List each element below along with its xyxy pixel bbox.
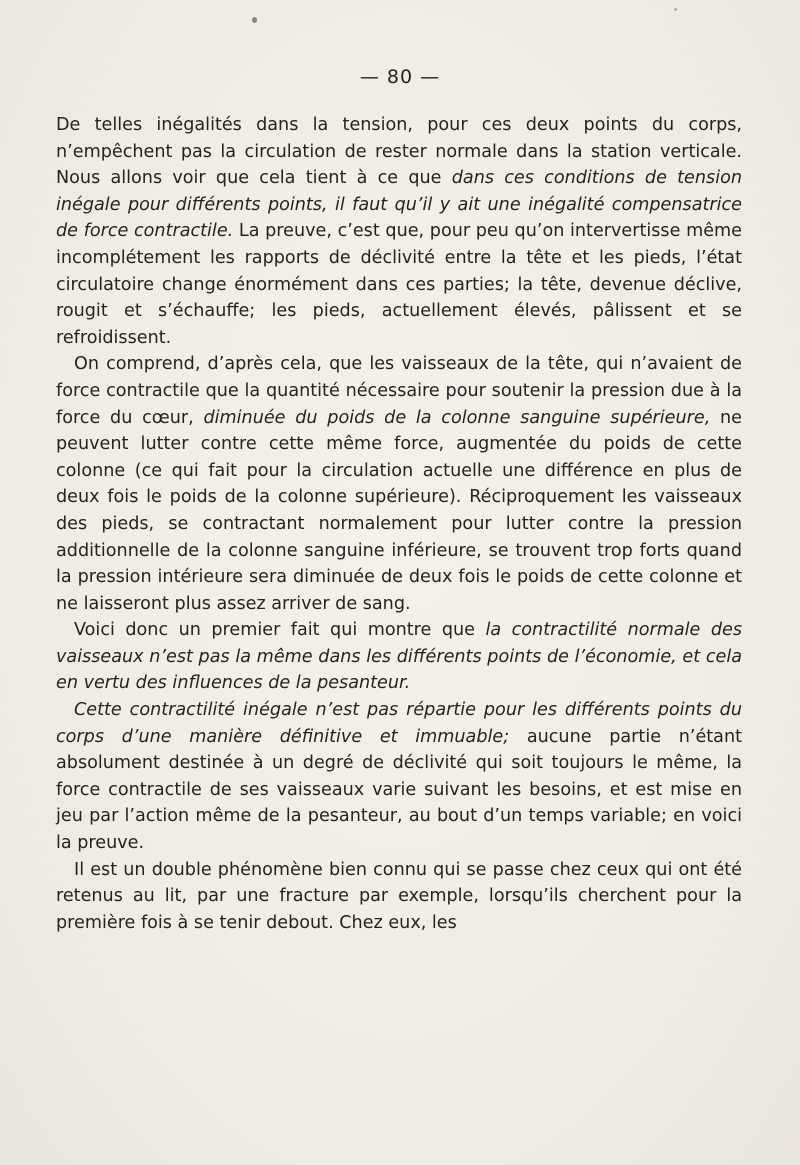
body-text: [56, 112, 742, 936]
paragraph: [56, 112, 742, 351]
paragraph: [56, 857, 742, 937]
ink-speck: [252, 17, 257, 23]
text-run: Voici donc un premier fait qui montre que: [74, 620, 486, 641]
italic-text-run: Cette contractilité inégale n’est pas répartie pour les différents points du corps d’une manière définitive et immuable;: [56, 700, 742, 747]
paragraph: [56, 617, 742, 697]
paragraph: [56, 697, 742, 857]
page-number: — 80 —: [359, 66, 441, 88]
text-run: De telles inégalités dans la tension, pour ces deux points du corps, n’empêchent pas la circulation de rester normale dans la station verticale. Nous allons voir que cela tient à ce que: [56, 115, 742, 189]
text-run: La preuve, c’est que, pour peu qu’on intervertisse même incomplétement les rapports de déclivité entre la tête et les pieds, l’état circulatoire change énormément dans ces parties; la tête, devenue déclive, rougit et s’échauffe; les pieds, actuellement élevés, pâlissent et se refroidissent.: [56, 221, 742, 348]
text-run: aucune partie n’étant absolument destinée à un degré de déclivité qui soit toujours le même, la force contractile de ses vaisseaux varie suivant les besoins, et est mise en jeu par l’action même de la pesanteur, au bout d’un temps variable; en voici la preuve.: [56, 726, 742, 854]
italic-text-run: dans ces conditions de tension inégale pour différents points, il faut qu’il y ait une inégalité compensatrice de force contractile.: [56, 168, 742, 242]
text-run: On comprend, d’après cela, que les vaisseaux de la tête, qui n’avaient de force contractile que la quantité nécessaire pour soutenir la pression due à la force du cœur,: [56, 354, 742, 428]
italic-text-run: la contractilité normale des vaisseaux n’est pas la même dans les différents points de l’économie, et cela en vertu des influences de la pesanteur.: [56, 620, 742, 694]
text-run: Il est un double phénomène bien connu qui se passe chez ceux qui ont été retenus au lit, par une fracture par exemple, lorsqu’ils cherchent pour la première fois à se tenir debout. Chez eux, les: [56, 859, 742, 933]
text-run: ne peuvent lutter contre cette même force, augmentée du poids de cette colonne (ce qui fait pour la circulation actuelle une différence en plus de deux fois le poids de la colonne supérieure). Réciproquement les vaisseaux des pieds, se contractant normalement pour lutter contre la pression additionnelle de la colonne sanguine inférieure, se trouvent trop forts quand la pression intérieure sera diminuée de deux fois le poids de cette colonne et ne laisseront plus assez arriver de sang.: [56, 407, 743, 614]
italic-text-run: diminuée du poids de la colonne sanguine supérieure,: [203, 407, 711, 428]
ink-speck: [674, 8, 677, 11]
paragraph: [56, 351, 742, 617]
